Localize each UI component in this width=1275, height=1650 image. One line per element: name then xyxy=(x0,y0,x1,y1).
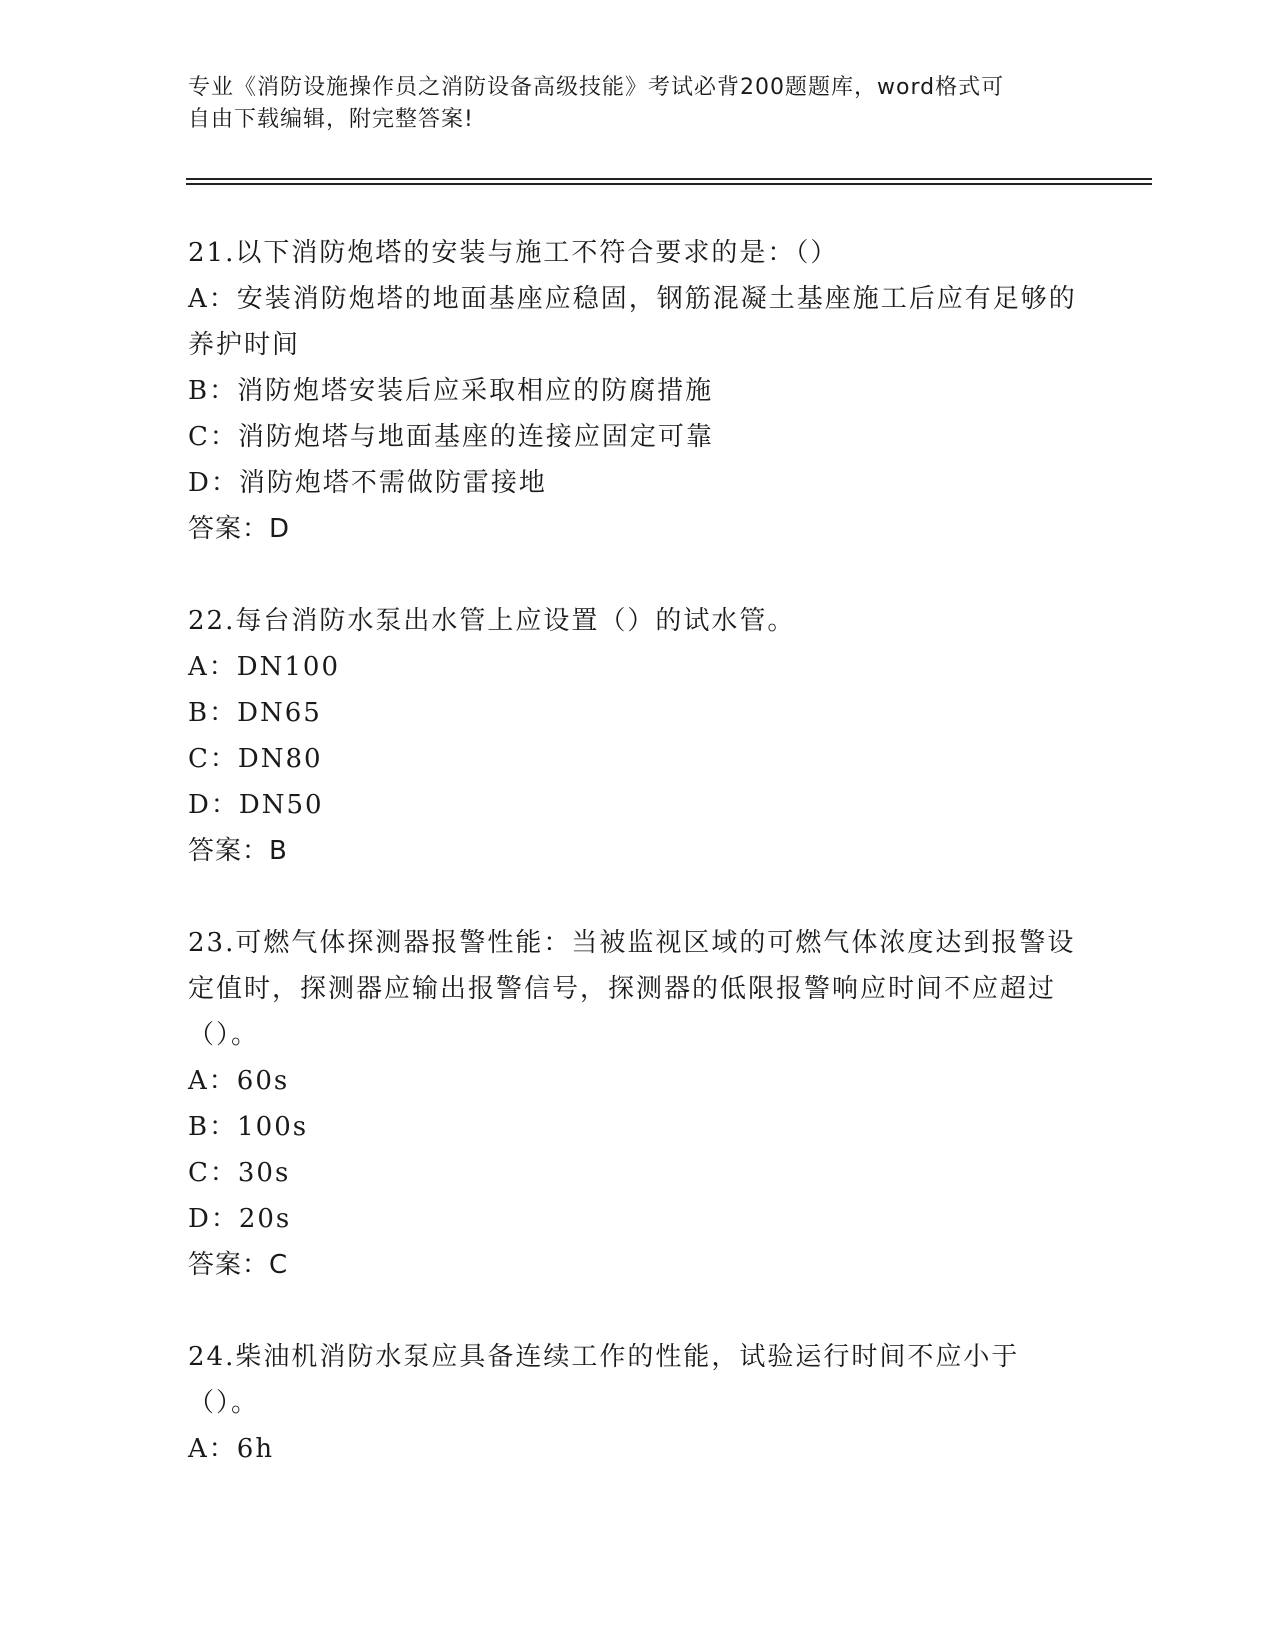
option-b: B：DN65 xyxy=(188,698,322,728)
option-d: D：消防炮塔不需做防雷接地 xyxy=(188,468,547,498)
document-header xyxy=(188,72,1088,136)
header-divider-top xyxy=(186,178,1152,180)
question-22 xyxy=(188,598,1088,874)
option-a: A：6h xyxy=(188,1434,275,1464)
header-line-2: 自由下载编辑，附完整答案! xyxy=(188,107,474,132)
option-a: A：安装消防炮塔的地面基座应稳固，钢筋混凝土基座施工后应有足够的养护时间 xyxy=(188,284,1077,360)
question-24 xyxy=(188,1334,1088,1472)
option-d: D：20s xyxy=(188,1204,292,1234)
option-a: A：DN100 xyxy=(188,652,340,682)
answer-label: 答案：B xyxy=(188,836,288,866)
question-stem: 24.柴油机消防水泵应具备连续工作的性能，试验运行时间不应小于（）。 xyxy=(188,1342,1020,1418)
option-b: B：100s xyxy=(188,1112,309,1142)
option-c: C：消防炮塔与地面基座的连接应固定可靠 xyxy=(188,422,714,452)
option-c: C：DN80 xyxy=(188,744,323,774)
option-d: D：DN50 xyxy=(188,790,324,820)
question-23 xyxy=(188,920,1088,1288)
option-c: C：30s xyxy=(188,1158,291,1188)
answer-label: 答案：C xyxy=(188,1250,289,1280)
header-divider-bottom xyxy=(186,183,1152,185)
question-list xyxy=(188,230,1088,1518)
question-21 xyxy=(188,230,1088,552)
option-b: B：消防炮塔安装后应采取相应的防腐措施 xyxy=(188,376,714,406)
answer-label: 答案：D xyxy=(188,514,291,544)
question-stem: 21.以下消防炮塔的安装与施工不符合要求的是：（） xyxy=(188,238,839,268)
question-stem: 23.可燃气体探测器报警性能：当被监视区域的可燃气体浓度达到报警设定值时，探测器应输出报警信号，探测器的低限报警响应时间不应超过（）。 xyxy=(188,928,1076,1050)
question-stem: 22.每台消防水泵出水管上应设置（）的试水管。 xyxy=(188,606,796,636)
header-line-1: 专业《消防设施操作员之消防设备高级技能》考试必背200题题库，word格式可 xyxy=(188,75,1005,100)
option-a: A：60s xyxy=(188,1066,290,1096)
